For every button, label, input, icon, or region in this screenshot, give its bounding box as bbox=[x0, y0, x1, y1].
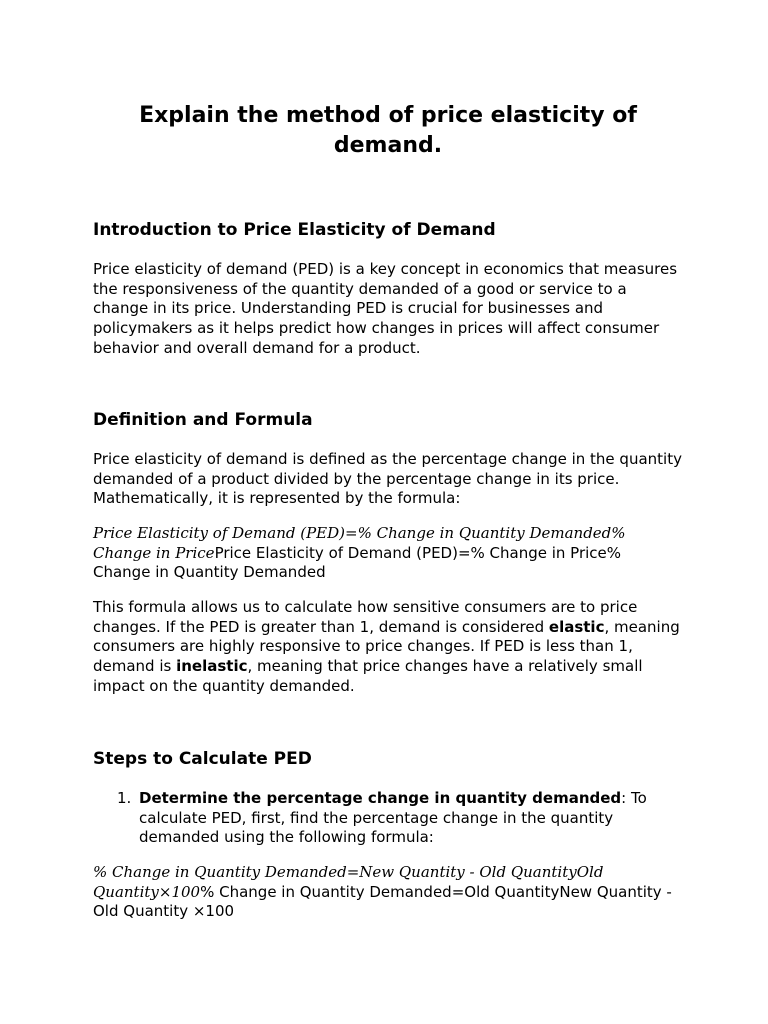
definition-heading: Definition and Formula bbox=[93, 410, 313, 430]
quantity-formula-text: % Change in Quantity Demanded=Old QuantityNew Quantity - Old Quantity ×100 bbox=[93, 882, 672, 921]
list-item-body bbox=[139, 789, 683, 848]
inelastic-term: inelastic bbox=[176, 657, 248, 676]
elastic-term: elastic bbox=[548, 617, 605, 636]
explanation-part-2: , meaning consumers are highly responsive to price changes. If PED is less than 1, demand is bbox=[93, 617, 680, 676]
quantity-formula-math: % Change in Quantity Demanded=New Quantity - Old QuantityOld Quantity×100 bbox=[93, 863, 604, 901]
list-item-number: 1. bbox=[117, 789, 132, 807]
ped-formula-math: Price Elasticity of Demand (PED)=% Change in Quantity Demanded% Change in Price bbox=[93, 524, 626, 562]
list-item bbox=[93, 789, 683, 848]
list-item-text: : To calculate PED, first, find the percentage change in the quantity demanded using the following formula: bbox=[139, 789, 647, 847]
steps-heading: Steps to Calculate PED bbox=[93, 749, 312, 769]
formula-explanation bbox=[93, 598, 683, 697]
ped-formula-text: Price Elasticity of Demand (PED)=% Change in Price% Change in Quantity Demanded bbox=[93, 543, 622, 582]
list-item-bold-text: Determine the percentage change in quantity demanded bbox=[139, 789, 622, 807]
definition-paragraph: Price elasticity of demand is defined as the percentage change in the quantity demanded of a product divided by the percentage change in its price. Mathematically, it is represented by the formula: bbox=[93, 450, 682, 508]
explanation-part-1: This formula allows us to calculate how sensitive consumers are to price changes. If the PED is greater than 1, demand is considered bbox=[93, 598, 638, 636]
document-title: Explain the method of price elasticity of demand. bbox=[139, 103, 637, 158]
ped-formula bbox=[93, 524, 683, 583]
intro-paragraph: Price elasticity of demand (PED) is a key concept in economics that measures the responsiveness of the quantity demanded of a good or service to a change in its price. Understanding PED is crucial for businesses and policymakers as it helps predict how changes in prices will affect consumer behavior and overall demand for a product. bbox=[93, 260, 678, 357]
intro-heading: Introduction to Price Elasticity of Demand bbox=[93, 220, 496, 240]
explanation-part-3: , meaning that price changes have a relatively small impact on the quantity demanded. bbox=[93, 657, 643, 695]
quantity-change-formula bbox=[93, 863, 683, 922]
